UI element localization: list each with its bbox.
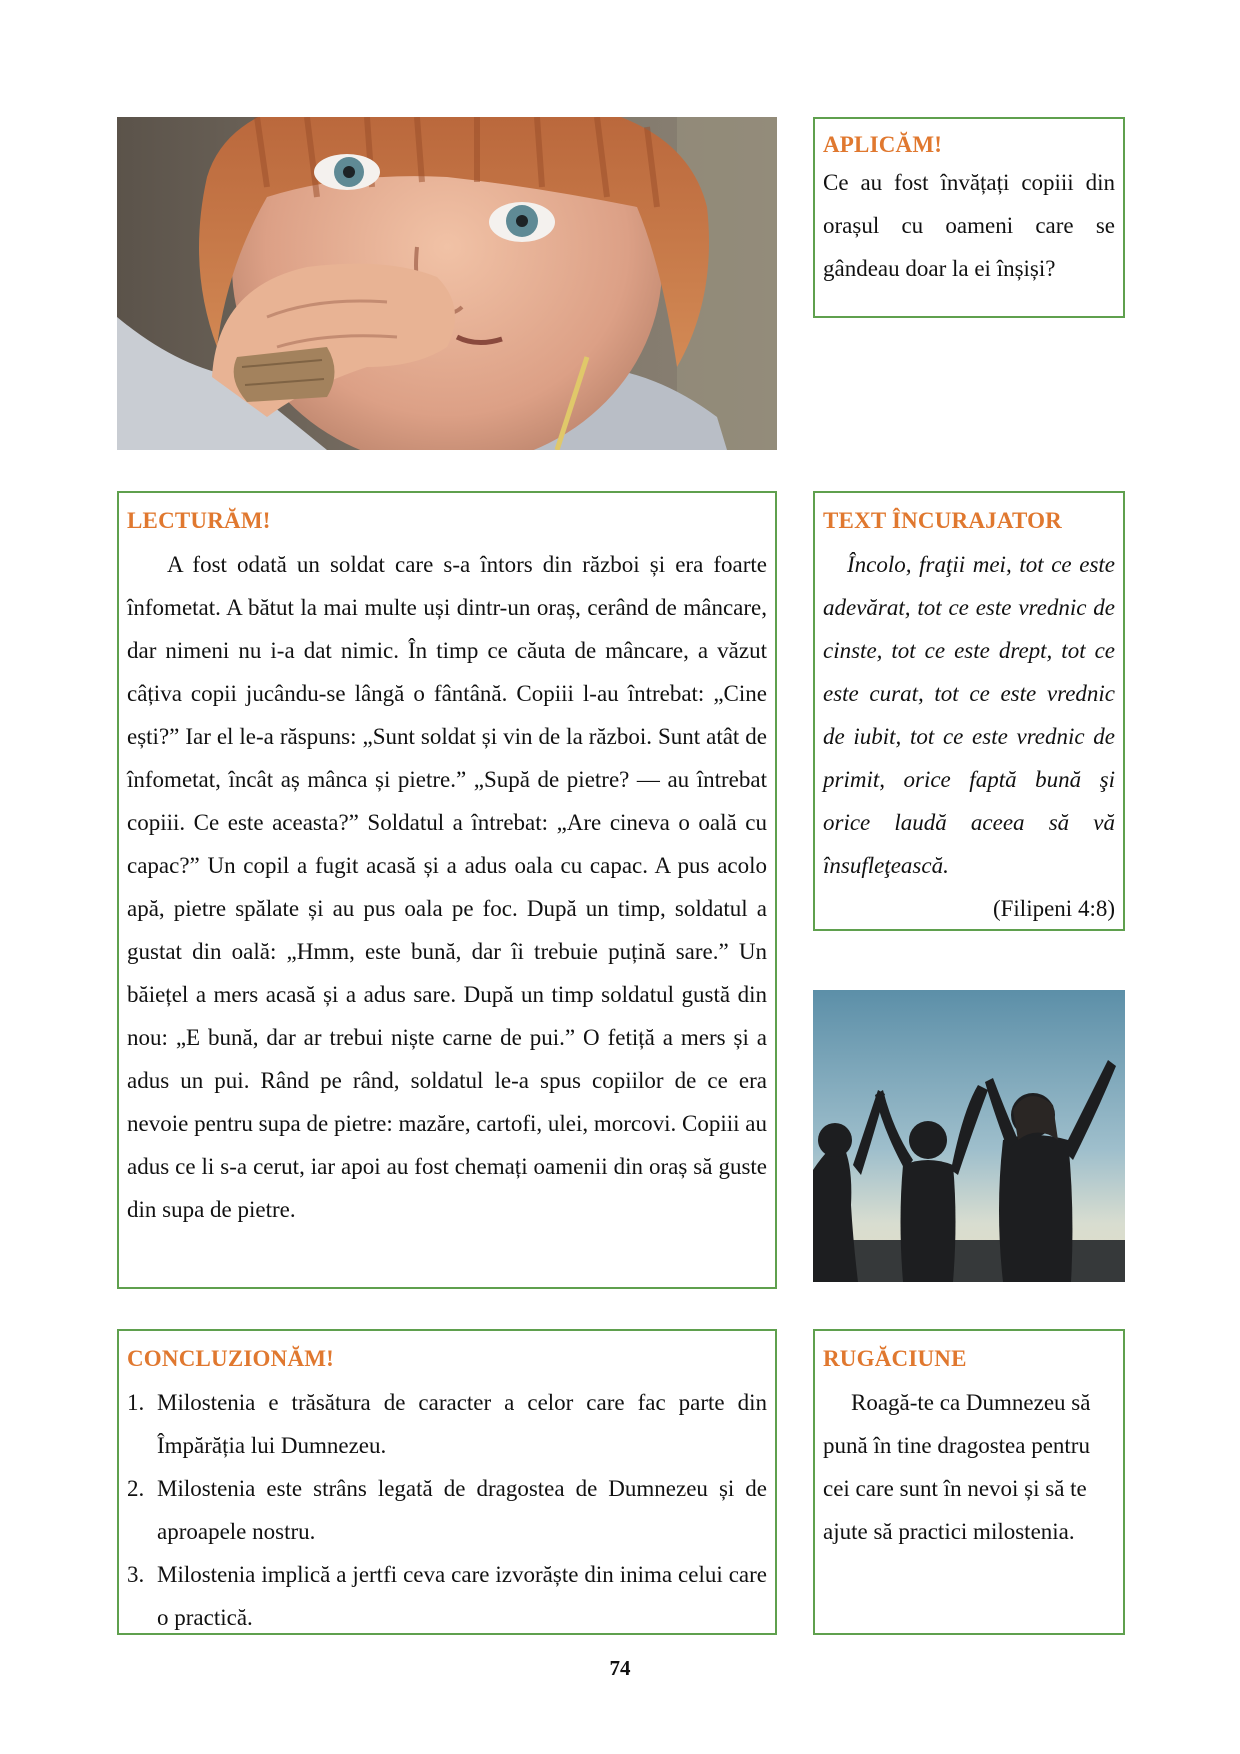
reading-title: LECTURĂM!	[127, 508, 271, 533]
encouraging-text-box	[813, 491, 1125, 931]
apply-box	[813, 117, 1125, 318]
reading-text: A fost odată un soldat care s-a întors din război și era foarte înfometat. A bătut la mai multe uși dintr-un oraș, cerând de mâncare, dar nimeni nu i-a dat nimic. În timp ce căuta de mâncare, a văzut câțiva copii jucându-se lângă o fântână. Copiii l-au întrebat: „Cine ești?” Iar el le-a răspuns: „Sunt soldat și vin de la război. Sunt atât de înfometat, încât aș mânca și pietre.” „Supă de pietre? — au întrebat copiii. Ce este aceasta?” Soldatul a întrebat: „Are cineva o oală cu capac?” Un copil a fugit acasă și a adus oala cu capac. A pus acolo apă, pietre spălate și au pus oala pe foc. După un timp, soldatul a gustat din oală: „Hmm, este bună, dar îi trebuie puțină sare.” Un băiețel a mers acasă și a adus sare. După un timp soldatul gustă din nou: „E bună, dar ar trebui niște carne de pui.” O fetiță a mers și a adus un pui. Rând pe rând, soldatul le-a spus copiilor de ce era nevoie pentru supa de pietre: mazăre, cartofi, ulei, morcovi. Copiii au adus ce li s-a cerut, iar apoi au fost chemați oamenii din oraș să guste din supa de pietre.	[127, 552, 767, 1222]
apply-title: APLICĂM!	[823, 132, 943, 157]
conclusion-item: 1. Milostenia e trăsătura de caracter a celor care fac parte din Împărăția lui Dumnezeu.	[127, 1390, 767, 1458]
bible-verse: Încolo, fraţii mei, tot ce este adevărat, tot ce este vrednic de cinste, tot ce este drept, tot ce este curat, tot ce este vrednic de iubit, tot ce este vrednic de primit, orice faptă bună şi orice laudă aceea să vă însufleţească.	[823, 552, 1115, 878]
silhouettes-photo	[813, 990, 1125, 1282]
prayer-text: Roagă-te ca Dumnezeu să pună în tine dragostea pentru cei care sunt în nevoi și să te ajute să practici milostenia.	[823, 1390, 1091, 1544]
reading-box	[117, 491, 777, 1289]
apply-text: Ce au fost învățați copiii din orașul cu oameni care se gândeau doar la ei înșiși?	[823, 170, 1115, 281]
conclusion-item: 3. Milostenia implică a jertfi ceva care izvorăște din inima celui care o practică.	[127, 1562, 767, 1630]
page-number: 74	[609, 1656, 631, 1680]
conclusion-item: 2. Milostenia este strâns legată de dragostea de Dumnezeu și de aproapele nostru.	[127, 1476, 767, 1544]
conclusion-box	[117, 1329, 777, 1635]
child-photo	[117, 117, 777, 450]
encouraging-title: TEXT ÎNCURAJATOR	[823, 508, 1062, 533]
conclusion-title: CONCLUZIONĂM!	[127, 1346, 335, 1371]
verse-reference: (Filipeni 4:8)	[992, 896, 1115, 921]
prayer-box	[813, 1329, 1125, 1635]
conclusion-list	[127, 1381, 767, 1639]
prayer-title: RUGĂCIUNE	[823, 1346, 967, 1371]
